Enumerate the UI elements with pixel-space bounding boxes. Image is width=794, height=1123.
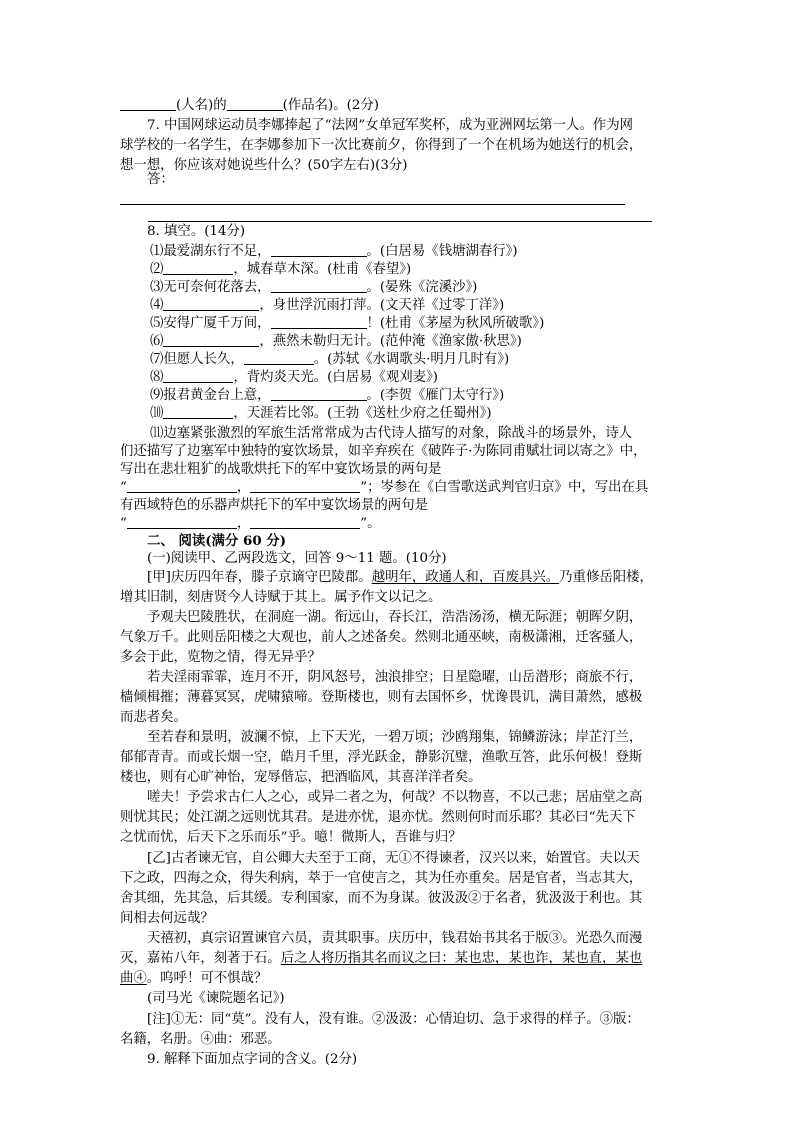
- blank[interactable]: [120, 96, 176, 111]
- blank[interactable]: [271, 242, 367, 257]
- passage-b-line-5: 天禧初，真宗诏置谏官六员，责其职事。庆历中，钱君始书其名于版③。光恐久而漫: [147, 931, 643, 946]
- passage-a-line-6: 若夫淫雨霏霏，连月不开，阴风怒号，浊浪排空；日星隐曜，山岳潜形；商旅不行，: [147, 670, 643, 685]
- fill-item-3: ⑶无可奈何花落去， 。(晏殊《浣溪沙》): [150, 280, 478, 295]
- passage-b-source: (司马光《谏院题名记》): [147, 991, 285, 1006]
- question-7-line-2: 球学校的一名学生，在李娜参加下一次比赛前夕，你得到了一个在机场为她送行的机会，: [120, 138, 643, 153]
- blank[interactable]: [250, 514, 360, 529]
- fill-item-10: ⑽ ，天涯若比邻。(王勃《送杜少府之任蜀州》): [150, 406, 492, 421]
- question-7-line-3: 想一想，你应该对她说些什么？(50字左右)(3分): [120, 158, 408, 173]
- blank[interactable]: [127, 478, 237, 493]
- passage-a-line-13: 则忧其民；处江湖之远则忧其君。是进亦忧，退亦忧。然则何时而乐耶？其必曰“先天下: [120, 810, 636, 825]
- fill-item-8: ⑻ ，背灼炎天光。(白居易《观刈麦》): [150, 370, 438, 385]
- blank[interactable]: [227, 96, 283, 111]
- question-7: 7. 中国网球运动员李娜捧起了“法网”女单冠军奖杯，成为亚洲网坛第一人。作为网: [147, 118, 634, 133]
- fill-item-11-line-6: “ ， ”。: [120, 516, 381, 531]
- passage-a-line-8: 而悲者矣。: [120, 710, 187, 725]
- blank[interactable]: [271, 278, 367, 293]
- fill-item-11: ⑾边塞紧张激烈的军旅生活常常成为古代诗人描写的对象，除战斗的场景外，诗人: [150, 426, 633, 441]
- passage-a-line-10: 郁郁青青。而或长烟一空，皓月千里，浮光跃金，静影沉璧，渔歌互答，此乐何极！登斯: [120, 750, 643, 765]
- fill-item-7: ⑺但愿人长久， 。(苏轼《水调歌头·明月几时有》): [150, 352, 510, 367]
- passage-a-line-14: 之忧而忧，后天下之乐而乐”乎。噫！微斯人，吾谁与归？: [120, 830, 462, 845]
- blank[interactable]: [163, 368, 233, 383]
- blank[interactable]: [163, 296, 259, 311]
- answer-line-1: (人名)的 (作品名)。(2分): [120, 96, 680, 116]
- fill-item-11-line-4: “ ， ”；岑参在《白雪歌送武判官归京》中，写出在具: [120, 480, 649, 495]
- fill-item-4: ⑷ ，身世浮沉雨打萍。(文天祥《过零丁洋》): [150, 298, 505, 313]
- fill-item-6: ⑹ ，燕然未勒归无计。(范仲淹《渔家傲·秋思》): [150, 334, 522, 349]
- fill-item-11-line-2: 们还描写了边塞军中独特的宴饮场景，如辛弃疾在《破阵子·为陈同甫赋壮词以寄之》中，: [120, 444, 647, 459]
- reading-intro: (一)阅读甲、乙两段选文，回答 9～11 题。(10分): [147, 551, 447, 566]
- blank[interactable]: [163, 332, 259, 347]
- fill-item-2: ⑵ ，城春草木深。(杜甫《春望》): [150, 262, 412, 277]
- passage-b-line-1: [乙]古者谏无官，自公卿大夫至于工商，无①不得谏者，汉兴以来，始置官。夫以天: [147, 851, 640, 866]
- question-8: 8. 填空。(14分): [147, 224, 246, 239]
- passage-a-line-1: [甲]庆历四年春，滕子京谪守巴陵郡。越明年，政通人和，百废具兴。乃重修岳阳楼，: [147, 570, 653, 585]
- blank[interactable]: [163, 260, 233, 275]
- answer-label: 答：: [147, 172, 174, 187]
- passage-b-line-2: 下之政，四海之众，得失利病，萃于一官使言之，其为任亦重矣。居是官者，当志其大，: [120, 871, 643, 886]
- passage-a-line-9: 至若春和景明，波澜不惊，上下天光，一碧万顷；沙鸥翔集，锦鳞游泳；岸芷汀兰，: [147, 730, 643, 745]
- passage-a-line-12: 嗟夫！予尝求古仁人之心，或异二者之为，何哉？不以物喜，不以己悲；居庙堂之高: [147, 790, 643, 805]
- passage-a-line-4: 气象万千。此则岳阳楼之大观也，前人之述备矣。然则北通巫峡，南极潇湘，迁客骚人，: [120, 630, 643, 645]
- fill-item-11-line-5: 有西域特色的乐器声烘托下的军中宴饮场景的两句是: [120, 498, 428, 513]
- passage-b-line-4: 间相去何远哉？: [120, 911, 214, 926]
- blank[interactable]: [127, 514, 237, 529]
- passage-b-line-3: 舍其细，先其急，后其缓。专利国家，而不为身谋。彼汲汲②于名者，犹汲汲于利也。其: [120, 891, 643, 906]
- passage-b-line-6: 灭，嘉祐八年，刻著于石。后之人将历指其名而议之曰：某也忠，某也诈，某也直，某也: [120, 951, 643, 966]
- question-9: 9. 解释下面加点字词的含义。(2分): [147, 1052, 358, 1067]
- fill-item-1: ⑴最爱湖东行不足， 。(白居易《钱塘湖春行》): [150, 244, 518, 259]
- notes-line-2: 名籍，名册。④曲：邪恶。: [120, 1032, 281, 1047]
- passage-b-line-7: 曲④。呜呼！可不惧哉？: [120, 971, 268, 986]
- fill-item-11-line-3: 写出在悲壮粗犷的战歌烘托下的军中宴饮场景的两句是: [120, 462, 442, 477]
- passage-a-line-7: 樯倾楫摧；薄暮冥冥，虎啸猿啼。登斯楼也，则有去国怀乡，忧谗畏讥，满目萧然，感极: [120, 690, 643, 705]
- passage-a-line-2: 增其旧制，刻唐贤今人诗赋于其上。属予作文以记之。: [120, 590, 442, 605]
- passage-a-line-5: 多会于此，览物之情，得无异乎？: [120, 650, 321, 665]
- blank[interactable]: [271, 314, 367, 329]
- blank[interactable]: [271, 386, 367, 401]
- fill-item-9: ⑼报君黄金台上意， 。(李贺《雁门太守行》): [150, 388, 505, 403]
- passage-a-line-11: 楼也，则有心旷神怡，宠辱偕忘，把酒临风，其喜洋洋者矣。: [120, 770, 482, 785]
- blank[interactable]: [250, 478, 360, 493]
- section-2-heading: 二、 阅读(满分 60 分): [147, 533, 287, 549]
- answer-rule-1[interactable]: [120, 204, 625, 205]
- blank[interactable]: [244, 350, 314, 365]
- blank[interactable]: [163, 404, 233, 419]
- passage-a-line-3: 予观夫巴陵胜状，在洞庭一湖。衔远山，吞长江，浩浩汤汤，横无际涯；朝晖夕阴，: [147, 610, 643, 625]
- notes-line-1: [注]①无：同“莫”。没有人，没有谁。②汲汲：心情迫切、急于求得的样子。③版：: [147, 1012, 640, 1027]
- fill-item-5: ⑸安得广厦千万间， ！(杜甫《茅屋为秋风所破歌》): [150, 316, 545, 331]
